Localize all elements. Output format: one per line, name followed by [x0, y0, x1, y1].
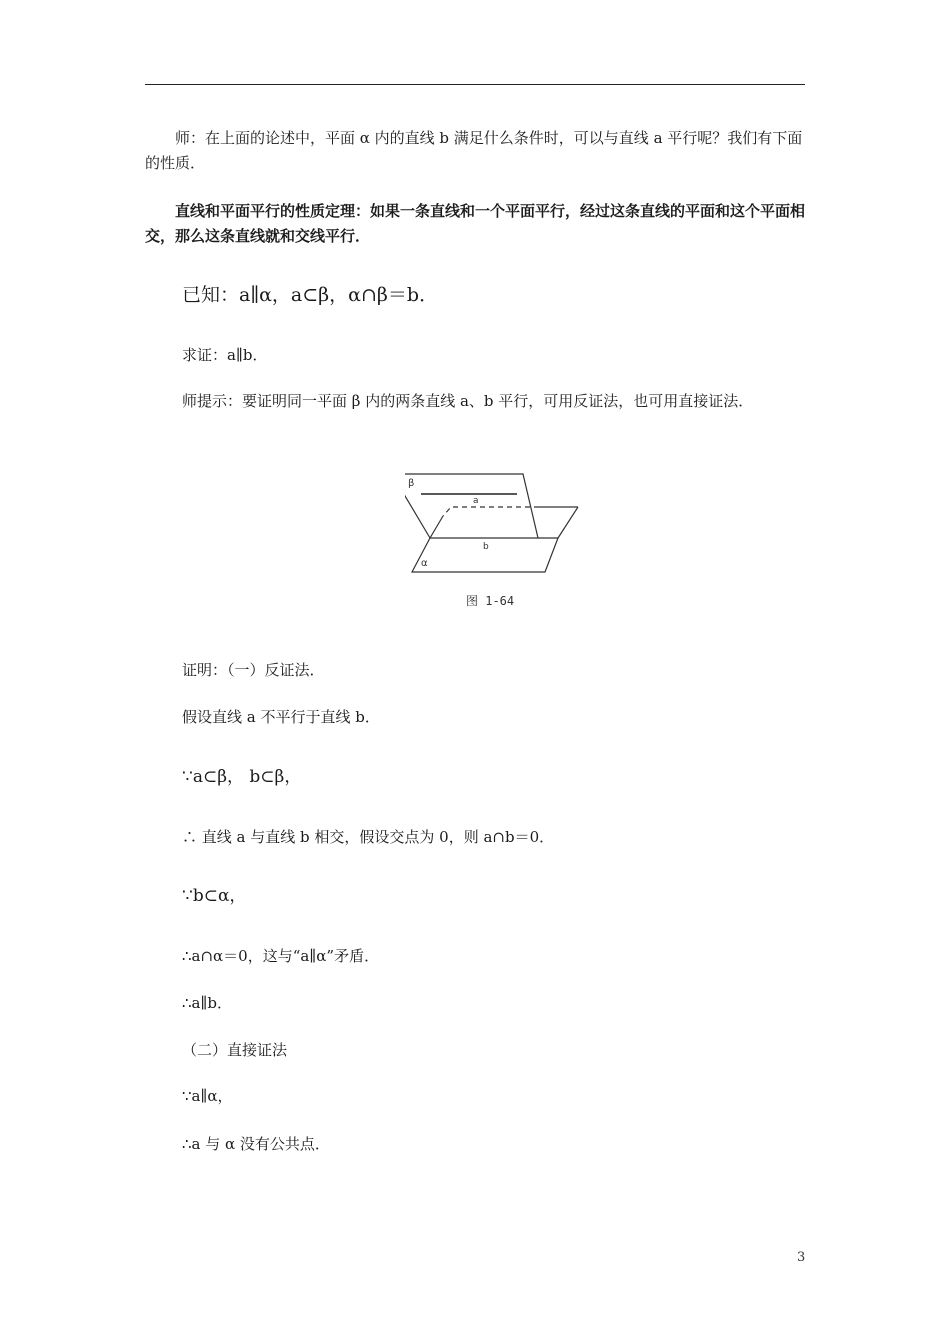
label-alpha: α — [421, 558, 428, 569]
header-rule — [145, 84, 805, 85]
prove-statement: 求证：a∥b． — [182, 346, 268, 364]
planes-diagram — [405, 468, 585, 580]
proof-line: ∴ 直线 a 与直线 b 相交，假设交点为 0，则 a∩b＝0． — [182, 828, 555, 846]
hint-statement: 师提示：要证明同一平面 β 内的两条直线 a、b 平行，可用反证法，也可用直接证法． — [182, 392, 754, 410]
proof-line: （二）直接证法 — [182, 1041, 288, 1059]
proof-line: ∵b⊂α， — [182, 886, 247, 906]
label-a: a — [473, 496, 479, 506]
proof-line: 假设直线 a 不平行于直线 b． — [182, 708, 380, 726]
given-statement: 已知：a∥α，a⊂β，α∩β＝b． — [182, 284, 439, 306]
plane-alpha-left-edge — [430, 516, 443, 538]
proof-line: 证明：（一）反证法． — [182, 661, 325, 679]
proof-line: ∵a⊂β， b⊂β， — [182, 767, 302, 787]
proof-line: ∴a∥b． — [182, 994, 233, 1012]
label-b: b — [483, 542, 489, 552]
theorem-paragraph: 直线和平面平行的性质定理：如果一条直线和一个平面平行，经过这条直线的平面和这个平面相交，那么这条直线就和交线平行． — [145, 202, 806, 245]
proof-line: ∵a∥α， — [182, 1087, 233, 1105]
plane-alpha-hidden-edge — [443, 507, 539, 516]
teacher-question-paragraph: 师：在上面的论述中，平面 α 内的直线 b 满足什么条件时，可以与直线 a 平行呢？我们有下面的性质． — [145, 129, 803, 172]
proof-line: ∴a∩α＝0，这与“a∥α”矛盾． — [182, 947, 380, 965]
label-beta: β — [408, 478, 415, 489]
page-number: 3 — [797, 1250, 806, 1265]
proof-line: ∴a 与 α 没有公共点． — [182, 1135, 330, 1153]
geometry-figure — [405, 468, 585, 580]
plane-alpha-right-edge — [558, 507, 578, 538]
figure-caption: 图 1-64 — [466, 594, 515, 608]
